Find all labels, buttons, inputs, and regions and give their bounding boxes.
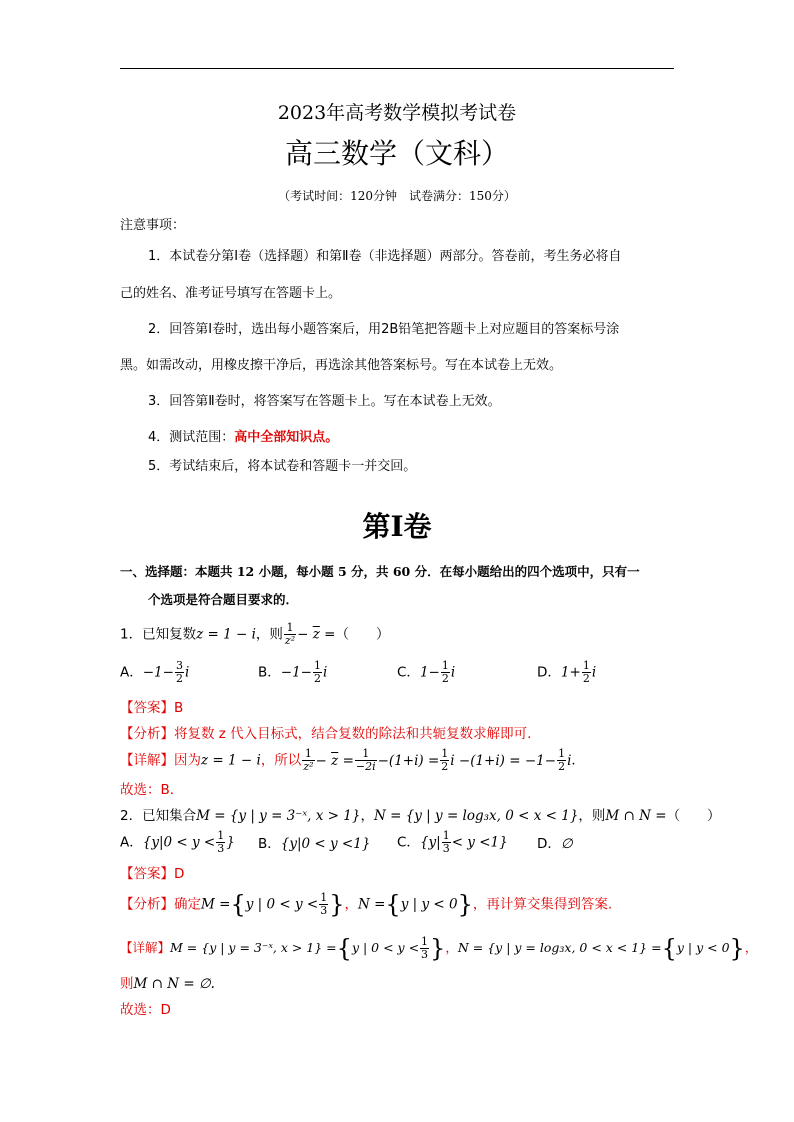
q1-detail-end: ． [571, 752, 585, 769]
q2-conclusion-expr: M ∩ N = ∅. [133, 976, 215, 992]
q1-c-i: i [450, 664, 456, 681]
q2-option-b[interactable] [258, 832, 370, 852]
q1-detail-f4-den: 2 [558, 760, 566, 773]
q2-b-label: B． [258, 836, 281, 852]
q1-detail-f4 [557, 748, 566, 773]
q1-z: z = 1 − i [196, 626, 256, 643]
q1-b-i: i [322, 664, 328, 681]
q1-detail-f3-den: 2 [441, 760, 449, 773]
q2-analysis-n: N = [357, 896, 386, 913]
q2-analysis-n-rbrace: } [457, 890, 473, 919]
q2-option-a[interactable] [120, 830, 235, 855]
q2-analysis-sep: ， [344, 896, 358, 913]
q1-a-den: 2 [175, 672, 183, 685]
q1-b-pre: −1− [280, 664, 312, 681]
q2-a-label: A． [120, 834, 143, 851]
note-4 [148, 426, 338, 445]
q2-a-den: 3 [217, 842, 225, 855]
note-4-end: 。 [325, 430, 339, 445]
q1-frac-den: z² [284, 634, 296, 647]
q1-zbar: $\overline{z}$ [312, 626, 320, 643]
q1-b-num: 1 [313, 659, 321, 672]
q1-d-label: D． [537, 664, 561, 681]
q2-cap: M ∩ N = [605, 808, 667, 824]
q1-d-num: 1 [582, 659, 590, 672]
q2-detail-rbrace: } [430, 934, 446, 963]
q2-analysis-num: 1 [320, 891, 328, 904]
q1-option-b[interactable] [258, 660, 327, 685]
q1-frac [284, 622, 296, 647]
q2-analysis-m: M = [201, 896, 231, 913]
note-4-label: 4．测试范围： [148, 430, 235, 445]
q1-mid: ，则 [255, 626, 283, 643]
q2-detail-m-body: y | 0 < y < [351, 940, 420, 955]
note-1b: 己的姓名、准考证号填写在答题卡上。 [120, 286, 342, 301]
q1-choice: 故选：B． [120, 782, 184, 798]
note-5: 5．考试结束后，将本试卷和答题卡一并交回。 [148, 459, 417, 474]
q1-detail-f1-num: 1 [302, 748, 314, 761]
q1-option-a[interactable] [120, 660, 189, 685]
q2-mid: ，则 [578, 808, 606, 824]
q1-answer: 【答案】B [120, 700, 184, 716]
q1-a-frac [175, 660, 184, 685]
q1-d-pre: 1+ [560, 664, 581, 681]
q2-detail-lead: 【详解】 [120, 940, 171, 955]
q1-a-i: i [184, 664, 190, 681]
exam-info: （考试时间：120分钟 试卷满分：150分） [278, 189, 516, 203]
q2-d-label: D． [537, 836, 561, 852]
q1-detail-f3-num: 1 [441, 747, 449, 760]
q2-detail-n-body: y | y < 0 [676, 940, 730, 955]
header-rule [120, 68, 674, 69]
notes-heading: 注意事项： [120, 218, 186, 233]
note-4-scope: 高中全部知识点 [234, 430, 326, 445]
q1-b-label: B． [258, 664, 281, 681]
q1-detail-e3: −(1+i) = [377, 752, 440, 769]
q1-detail-zbar: $\overline{z}$ [331, 752, 339, 769]
q1-detail-f3 [440, 748, 449, 773]
q2-analysis-rbrace: } [329, 890, 345, 919]
q1-detail-f2-num: 1 [355, 748, 377, 761]
q2-option-d[interactable] [537, 832, 573, 852]
q1-detail-f1 [302, 748, 314, 773]
q2-a-pre: {y|0 < y < [142, 834, 216, 851]
q2-conclusion-lead: 则 [120, 976, 134, 992]
q2-detail [120, 936, 757, 961]
note-3: 3．回答第Ⅱ卷时，将答案写在答题卡上。写在本试卷上无效。 [148, 394, 501, 409]
q1-b-den: 2 [313, 672, 321, 685]
q2-c-end: < y <1} [451, 834, 508, 851]
q2-c-den: 3 [442, 842, 450, 855]
q2-analysis-end: ，再计算交集得到答案. [472, 896, 613, 913]
q1-c-frac [441, 660, 450, 685]
q1-detail-z: z = 1 − i [201, 752, 261, 769]
q1-option-c[interactable] [397, 660, 455, 685]
q1-option-d[interactable] [537, 660, 596, 685]
q1-detail-e2: = [342, 752, 354, 769]
q1-detail-f2-den: −2i [355, 760, 376, 773]
q1-a-num: 3 [175, 659, 183, 672]
q2-analysis-lbrace: { [230, 890, 246, 919]
q1-d-frac [582, 660, 591, 685]
q2-b-value: {y|0 < y <1} [280, 836, 371, 852]
q2-detail-end: ， [744, 940, 758, 955]
q2-detail-num: 1 [421, 935, 429, 948]
q1-minus: − [297, 626, 309, 643]
q2-a-num: 1 [217, 829, 225, 842]
q1-b-frac [313, 660, 322, 685]
q2-analysis-lead: 【分析】确定 [120, 896, 201, 913]
note-2a: 2．回答第Ⅰ卷时，选出每小题答案后，用2B铅笔把答题卡上对应题目的答案标号涂 [148, 322, 620, 337]
q2-analysis-m-body: y | 0 < y < [245, 896, 319, 913]
q2-analysis-n-body: y | y < 0 [400, 896, 458, 913]
q2-detail-frac [420, 936, 429, 961]
q2-answer: 【答案】D [120, 866, 185, 882]
q2-stem [120, 804, 721, 824]
note-2b: 黑。如需改动，用橡皮擦干净后，再选涂其他答案标号。写在本试卷上无效。 [120, 358, 563, 373]
q1-c-den: 2 [441, 672, 449, 685]
q2-a-frac [216, 830, 225, 855]
q1-stem [120, 622, 389, 647]
q2-a-end: } [226, 834, 235, 851]
q1-detail-e4: i −(1+i) = −1− [450, 752, 557, 769]
q2-analysis-den: 3 [320, 904, 328, 917]
q1-a-label: A． [120, 664, 143, 681]
note-1a: 1．本试卷分第Ⅰ卷（选择题）和第Ⅱ卷（非选择题）两部分。答卷前，考生务必将自 [148, 249, 622, 264]
q2-c-num: 1 [442, 829, 450, 842]
q2-choice: 故选：D [120, 1002, 171, 1018]
q1-detail-f2 [355, 748, 377, 773]
exam-title: 2023年高考数学模拟考试卷 [277, 102, 517, 124]
q1-c-pre: 1− [419, 664, 440, 681]
q1-d-den: 2 [582, 672, 590, 685]
q1-detail-e5: i [567, 752, 572, 769]
q2-lead: 2．已知集合 [120, 808, 197, 824]
q1-c-label: C． [397, 664, 420, 681]
q2-c-label: C． [397, 834, 420, 851]
q2-analysis [120, 892, 612, 917]
q1-lead: 1．已知复数 [120, 626, 197, 643]
q2-sep: ， [360, 808, 374, 824]
q1-detail [120, 748, 585, 773]
q2-detail-n-rbrace: } [729, 934, 745, 963]
q2-option-c[interactable] [397, 830, 508, 855]
section-instruction-1: 一、选择题：本题共 12 小题，每小题 5 分，共 60 分．在每小题给出的四个选项中，只有一 [120, 564, 640, 579]
q2-detail-m: M = {y | y = 3⁻ˣ, x > 1} = [170, 940, 337, 955]
q1-a-pre: −1− [142, 664, 174, 681]
q1-c-num: 1 [441, 659, 449, 672]
q1-frac-num: 1 [284, 622, 296, 635]
q2-detail-n: N = {y | y = log₃x, 0 < x < 1} = [457, 940, 662, 955]
q2-analysis-frac [319, 892, 328, 917]
q2-conclusion [120, 972, 215, 992]
q2-analysis-n-lbrace: { [385, 890, 401, 919]
q2-c-pre: {y| [419, 834, 441, 851]
q2-d-value: ∅ [560, 836, 573, 852]
q1-detail-expr [301, 747, 572, 773]
q1-detail-f4-num: 1 [558, 747, 566, 760]
q1-d-i: i [591, 664, 597, 681]
q2-detail-lbrace: { [336, 934, 352, 963]
q2-detail-den: 3 [421, 948, 429, 961]
q1-detail-mid: ，所以 [260, 752, 302, 769]
q1-analysis: 【分析】将复数 z 代入目标式，结合复数的除法和共轭复数求解即可. [120, 726, 532, 742]
q1-detail-e1: − [315, 752, 327, 769]
q1-detail-lead: 【详解】因为 [120, 752, 201, 769]
q2-end: （ ） [666, 808, 721, 824]
exam-subtitle: 高三数学（文科） [284, 137, 509, 170]
q2-detail-sep: ， [445, 940, 458, 955]
q1-end: =（ ） [324, 626, 390, 643]
q2-detail-n-lbrace: { [661, 934, 677, 963]
q2-n-set: N = {y | y = log₃x, 0 < x < 1} [373, 808, 579, 824]
q1-detail-f1-den: z² [303, 760, 314, 773]
section-title: 第Ⅰ卷 [362, 510, 432, 543]
section-instruction-2: 个选项是符合题目要求的． [148, 592, 299, 607]
q2-c-frac [442, 830, 451, 855]
q2-m-set: M = {y | y = 3⁻ˣ, x > 1} [196, 808, 361, 824]
